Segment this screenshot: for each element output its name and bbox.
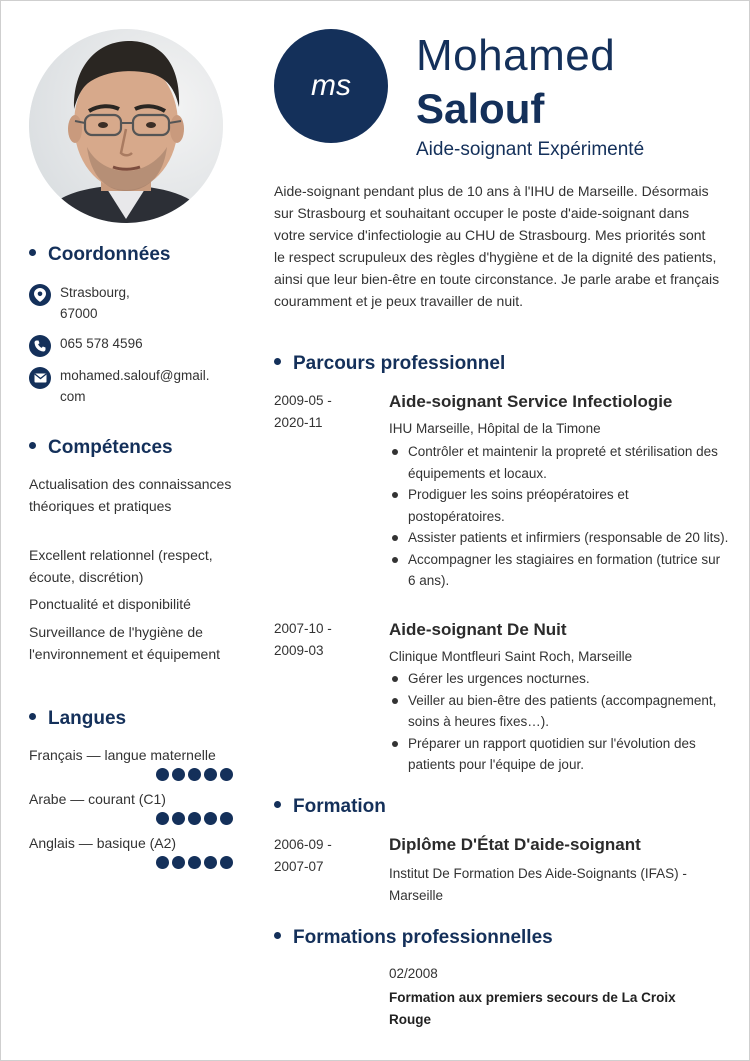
address-line2: 67000 xyxy=(60,306,98,321)
job-task: Accompagner les stagiaires en formation (tutrice sur 6 ans). xyxy=(389,549,729,592)
skills-section-title: Compétences xyxy=(29,437,173,459)
level-dot xyxy=(156,768,169,781)
profile-photo xyxy=(29,29,223,223)
training-name: Formation aux premiers secours de La Croix Rouge xyxy=(389,990,676,1027)
job-dates: 2007-10 - 2009-03 xyxy=(274,621,332,658)
email-line2[interactable]: com xyxy=(60,389,86,404)
headline-job-title: Aide-soignant Expérimenté xyxy=(416,139,645,160)
job-task-list xyxy=(389,441,729,592)
level-dot xyxy=(220,812,233,825)
profile-summary: Aide-soignant pendant plus de 10 ans à l'IHU de Marseille. Désormais sur Strasbourg et souhaitant occuper le poste d'aide-soignant dans votre service d'infectiologie au CHU de Strasbourg. Mes priorités sont le respect scrupuleux des règles d'hygiène et de la dignité des patients, ainsi que leur bien-être en toute circonstance. Je parle arabe et français couramment et je peux travailler de nuit. xyxy=(274,183,720,309)
job-title: Aide-soignant De Nuit xyxy=(389,620,567,639)
level-dot xyxy=(220,856,233,869)
experience-section-title: Parcours professionnel xyxy=(274,353,505,375)
location-pin-icon xyxy=(29,284,51,306)
level-dot xyxy=(188,812,201,825)
level-dot xyxy=(188,768,201,781)
first-name: Mohamed xyxy=(416,31,616,80)
section-bullet xyxy=(274,801,281,808)
email-line1[interactable]: mohamed.salouf@gmail. xyxy=(60,368,210,383)
level-dot xyxy=(172,812,185,825)
language-label-arabic: Arabe — courant (C1) xyxy=(29,791,166,807)
level-dot xyxy=(156,812,169,825)
degree-title: Diplôme D'État D'aide-soignant xyxy=(389,835,641,854)
level-dot xyxy=(188,856,201,869)
section-bullet xyxy=(29,249,36,256)
section-bullet xyxy=(29,713,36,720)
language-level-english xyxy=(156,856,233,869)
section-bullet xyxy=(274,932,281,939)
language-level-arabic xyxy=(156,812,233,825)
job-task: Préparer un rapport quotidien sur l'évolution des patients pour l'équipe de jour. xyxy=(389,733,729,776)
last-name: Salouf xyxy=(416,85,545,132)
address-line1: Strasbourg, xyxy=(60,285,130,300)
job-employer: IHU Marseille, Hôpital de la Timone xyxy=(389,421,601,436)
skill-item: Ponctualité et disponibilité xyxy=(29,596,191,612)
language-level-french xyxy=(156,768,233,781)
monogram-badge: ms xyxy=(274,29,388,143)
skill-item: Excellent relationnel (respect, écoute, discrétion) xyxy=(29,547,213,585)
job-task: Prodiguer les soins préopératoires et postopératoires. xyxy=(389,484,729,527)
job-employer: Clinique Montfleuri Saint Roch, Marseille xyxy=(389,649,633,664)
job-dates: 2009-05 - 2020-11 xyxy=(274,393,332,430)
job-title: Aide-soignant Service Infectiologie xyxy=(389,392,673,411)
job-task: Veiller au bien-être des patients (accompagnement, soins à heures fixes…). xyxy=(389,690,729,733)
section-bullet xyxy=(274,358,281,365)
job-task: Contrôler et maintenir la propreté et stérilisation des équipements et locaux. xyxy=(389,441,729,484)
languages-section-title: Langues xyxy=(29,708,126,730)
education-institution: Institut De Formation Des Aide-Soignants (IFAS) - Marseille xyxy=(389,866,687,903)
skill-item: Actualisation des connaissances théoriques et pratiques xyxy=(29,476,232,514)
contact-section-title: Coordonnées xyxy=(29,244,170,266)
level-dot xyxy=(204,856,217,869)
training-date: 02/2008 xyxy=(389,966,438,981)
language-label-english: Anglais — basique (A2) xyxy=(29,835,177,851)
envelope-icon xyxy=(29,367,51,389)
job-task: Gérer les urgences nocturnes. xyxy=(389,668,729,690)
level-dot xyxy=(204,812,217,825)
portrait-image xyxy=(29,29,223,223)
level-dot xyxy=(172,768,185,781)
section-bullet xyxy=(29,442,36,449)
trainings-section-title: Formations professionnelles xyxy=(274,927,553,949)
level-dot xyxy=(172,856,185,869)
language-label-french: Français — langue maternelle xyxy=(29,747,216,763)
job-task: Assister patients et infirmiers (responsable de 20 lits). xyxy=(389,527,729,549)
level-dot xyxy=(220,768,233,781)
phone-icon xyxy=(29,335,51,357)
level-dot xyxy=(156,856,169,869)
job-task-list xyxy=(389,668,729,776)
skill-item: Surveillance de l'hygiène de l'environnement et équipement xyxy=(29,624,221,662)
education-dates: 2006-09 - 2007-07 xyxy=(274,837,332,874)
education-section-title: Formation xyxy=(274,796,386,818)
level-dot xyxy=(204,768,217,781)
phone-number[interactable]: 065 578 4596 xyxy=(60,336,143,351)
